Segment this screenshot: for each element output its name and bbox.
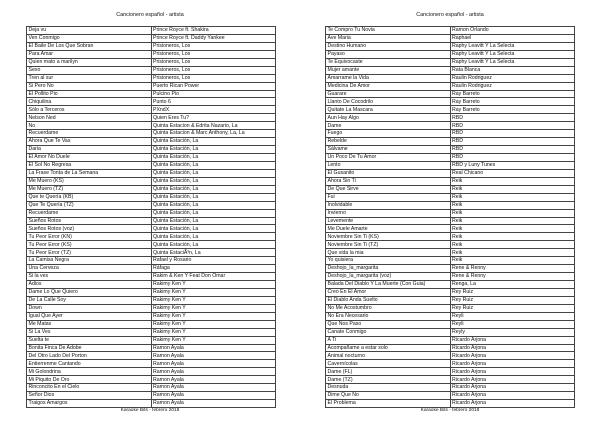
song-title-cell: El Gusanito — [326, 169, 451, 177]
table-row — [326, 288, 575, 296]
table-row — [326, 122, 575, 130]
artist-cell: Reyly — [450, 328, 575, 336]
table-row — [27, 368, 276, 376]
artist-cell: Quinta Estación, La — [151, 177, 276, 185]
table-row — [326, 344, 575, 352]
artist-cell: Ricardo Arjona — [450, 352, 575, 360]
song-title-cell: Destino Humano — [326, 42, 451, 50]
song-title-cell: Ven Conmigo — [27, 34, 152, 42]
table-row — [27, 82, 276, 90]
artist-cell: Reik — [450, 201, 575, 209]
table-row — [27, 281, 276, 289]
song-title-cell: Si Pero No — [27, 82, 152, 90]
artist-cell: Raphy Leavitt Y La Selecta — [450, 42, 575, 50]
song-title-cell: Fuego — [326, 130, 451, 138]
song-title-cell: Llanto De Cocodrilo — [326, 98, 451, 106]
page-title: Cancionero español - artista — [116, 12, 184, 18]
artist-cell: Quinta Estación, La — [151, 201, 276, 209]
song-title-cell: Sueños Rotos — [27, 217, 152, 225]
song-title-cell: El Sol No Regresa — [27, 161, 152, 169]
artist-cell: Rakimy Ken Y — [151, 312, 276, 320]
table-row — [326, 34, 575, 42]
artist-cell: RBD — [450, 138, 575, 146]
table-row — [326, 27, 575, 35]
artist-cell: Rakim & Ken Y Feat Don Omar — [151, 273, 276, 281]
artist-cell: Ricardo Arjona — [450, 376, 575, 384]
artist-cell: Quinta Estación, La — [151, 185, 276, 193]
song-table — [26, 26, 276, 408]
song-title-cell: Cavernícolas — [326, 360, 451, 368]
song-title-cell: Amarrame la Vida — [326, 74, 451, 82]
song-title-cell: Dame Lo Que Quiero — [27, 288, 152, 296]
song-title-cell: Ave Maria — [326, 34, 451, 42]
song-title-cell: Acompañame a estar solo — [326, 344, 451, 352]
artist-cell: Rafael y Rosario — [151, 257, 276, 265]
song-title-cell: Sálvame — [326, 146, 451, 154]
artist-cell: Rey Ruiz — [450, 288, 575, 296]
artist-cell: Prisioneros, Los — [151, 42, 276, 50]
table-row — [326, 241, 575, 249]
artist-cell: Raphael — [450, 34, 575, 42]
song-title-cell: Que Te Quería (TZ) — [27, 201, 152, 209]
artist-cell: Rakimy Ken Y — [151, 288, 276, 296]
table-row — [27, 138, 276, 146]
table-row — [27, 146, 276, 154]
artist-cell: Reik — [450, 217, 575, 225]
artist-cell: Quinta Estacion & Edrita Nazario, La — [151, 122, 276, 130]
song-title-cell: De La Calle Soy — [27, 296, 152, 304]
artist-cell: Ramon Ayala — [151, 392, 276, 400]
song-title-cell: Te Compro Tu Novia — [326, 27, 451, 35]
artist-cell: Ramon Ayala — [151, 376, 276, 384]
artist-cell: Quinta Estación, La — [151, 209, 276, 217]
song-title-cell: Rinconcito En el Cielo — [27, 384, 152, 392]
table-row — [27, 296, 276, 304]
song-title-cell: Tu Peor Error (KS) — [27, 241, 152, 249]
artist-cell: Prisioneros, Los — [151, 66, 276, 74]
artist-cell: Rakimy Ken Y — [151, 296, 276, 304]
artist-cell: Reik — [450, 177, 575, 185]
song-title-cell: El Amor No Duele — [27, 154, 152, 162]
table-row — [27, 312, 276, 320]
song-title-cell: A Ti — [326, 336, 451, 344]
song-title-cell: Chiquilina — [27, 98, 152, 106]
artist-cell: Quinta Estación, La — [151, 146, 276, 154]
artist-cell: Ray Barreto — [450, 98, 575, 106]
song-title-cell: La Frase Tonta de La Semana — [27, 169, 152, 177]
table-row — [326, 58, 575, 66]
table-row — [27, 360, 276, 368]
artist-cell: RBD — [450, 154, 575, 162]
artist-cell: Puerto Rican Power — [151, 82, 276, 90]
table-row — [326, 193, 575, 201]
artist-cell: Reyli — [450, 312, 575, 320]
song-title-cell: Dame (FL) — [326, 368, 451, 376]
artist-cell: Rakimy Ken Y — [151, 328, 276, 336]
table-row — [326, 82, 575, 90]
table-row — [326, 130, 575, 138]
song-title-cell: Ahora Sin Ti — [326, 177, 451, 185]
song-title-cell: Fui — [326, 193, 451, 201]
song-title-cell: Del Otro Lado Del Porton — [27, 352, 152, 360]
song-table — [325, 26, 575, 408]
artist-cell: Rey Ruiz — [450, 296, 575, 304]
song-title-cell: Me Matas — [27, 320, 152, 328]
song-title-cell: Ahora Que Te Vas — [27, 138, 152, 146]
table-row — [27, 106, 276, 114]
table-row — [27, 50, 276, 58]
song-title-cell: Si La Ves — [27, 328, 152, 336]
artist-cell: Ricardo Arjona — [450, 360, 575, 368]
table-row — [326, 138, 575, 146]
song-title-cell: Suelta te — [27, 336, 152, 344]
song-title-cell: Recuerdame — [27, 130, 152, 138]
table-row — [326, 320, 575, 328]
song-title-cell: Sueños Rotos (voz) — [27, 225, 152, 233]
song-title-cell: Down — [27, 304, 152, 312]
song-title-cell: Noviembre Sin Ti (TZ) — [326, 241, 451, 249]
song-title-cell: Guarare — [326, 90, 451, 98]
song-title-cell: Que Nos Paso — [326, 320, 451, 328]
table-row — [326, 154, 575, 162]
table-row — [326, 376, 575, 384]
artist-cell: Ramon Ayala — [151, 344, 276, 352]
table-row — [27, 249, 276, 257]
song-title-cell: Una Cerveza — [27, 265, 152, 273]
artist-cell: Rata Blanca — [450, 66, 575, 74]
table-row — [326, 209, 575, 217]
song-title-cell: Dime Que No — [326, 392, 451, 400]
artist-cell: RBD — [450, 146, 575, 154]
song-title-cell: Señor Dios — [27, 392, 152, 400]
table-row — [27, 161, 276, 169]
table-row — [27, 304, 276, 312]
table-row — [27, 34, 276, 42]
artist-cell: Rakimy Ken Y — [151, 336, 276, 344]
song-title-cell: Me Muero (TZ) — [27, 185, 152, 193]
artist-cell: Prince Royce ft. Daddy Yankee — [151, 34, 276, 42]
artist-cell: Ricardo Arjona — [450, 336, 575, 344]
artist-cell: Quinta EstaciÃ³n, La — [151, 249, 276, 257]
song-title-cell: Bonita Finca De Adobe — [27, 344, 152, 352]
song-title-cell: El Baile De Los Que Sobran — [27, 42, 152, 50]
artist-cell: Quinta Estación, La — [151, 233, 276, 241]
artist-cell: Ricardo Arjona — [450, 400, 575, 408]
artist-cell: Quinta Estación, La — [151, 154, 276, 162]
song-title-cell: No Era Necesario — [326, 312, 451, 320]
song-title-cell: Nelson Ned — [27, 114, 152, 122]
song-title-cell: Rebelde — [326, 138, 451, 146]
table-row — [27, 265, 276, 273]
table-row — [326, 217, 575, 225]
table-row — [27, 66, 276, 74]
song-title-cell: Yo quisiera — [326, 257, 451, 265]
song-title-cell: Balada Del Diablo Y La Muerte (Con Guia) — [326, 281, 451, 289]
artist-cell: Rey Ruiz — [450, 304, 575, 312]
page-footer: Karaoke Bits - febrero 2018 — [420, 408, 480, 413]
artist-cell: RBD — [450, 122, 575, 130]
table-row — [27, 328, 276, 336]
song-title-cell: Recuerdame — [27, 209, 152, 217]
table-row — [326, 50, 575, 58]
song-title-cell: Quitate La Mascara — [326, 106, 451, 114]
table-row — [27, 193, 276, 201]
table-row — [326, 98, 575, 106]
artist-cell: Reik — [450, 225, 575, 233]
table-row — [27, 58, 276, 66]
artist-cell: Raphy Leavitt Y La Selecta — [450, 58, 575, 66]
artist-cell: Prince Royce ft. Shakira — [151, 27, 276, 35]
song-title-cell: No Me Acostumbro — [326, 304, 451, 312]
song-title-cell: Quien mato a marilyn — [27, 58, 152, 66]
song-title-cell: Tu Peor Error (KN) — [27, 233, 152, 241]
artist-cell: Reik — [450, 193, 575, 201]
table-row — [27, 288, 276, 296]
artist-cell: Renga, La — [450, 281, 575, 289]
table-row — [326, 169, 575, 177]
table-row — [27, 130, 276, 138]
song-title-cell: Inolvidable — [326, 201, 451, 209]
song-title-cell: Lento — [326, 161, 451, 169]
table-row — [27, 233, 276, 241]
table-row — [326, 146, 575, 154]
artist-cell: Quinta Estacion & Marc Anthony, La, La — [151, 130, 276, 138]
song-title-cell: Invierno — [326, 209, 451, 217]
table-row — [326, 225, 575, 233]
table-row — [326, 273, 575, 281]
song-title-cell: No — [27, 122, 152, 130]
artist-cell: Ray Barreto — [450, 90, 575, 98]
artist-cell: Quinta Estación, La — [151, 138, 276, 146]
artist-cell: RBD y Luny Tunes — [450, 161, 575, 169]
table-row — [27, 217, 276, 225]
song-title-cell: Deshojo_la_margarita — [326, 265, 451, 273]
table-row — [27, 74, 276, 82]
artist-cell: Reik — [450, 233, 575, 241]
song-title-cell: Igual Que Ayer — [27, 312, 152, 320]
table-row — [27, 27, 276, 35]
page-title: Cancionero español - artista — [416, 12, 484, 18]
table-row — [326, 336, 575, 344]
artist-cell: Reik — [450, 257, 575, 265]
table-row — [326, 201, 575, 209]
artist-cell: Ramon Orlando — [450, 27, 575, 35]
artist-cell: Quinta Estación, La — [151, 217, 276, 225]
page-footer: Karaoke Bits - febrero 2018 — [120, 408, 180, 413]
artist-cell: Ricardo Arjona — [450, 392, 575, 400]
table-row — [326, 114, 575, 122]
table-row — [27, 209, 276, 217]
table-row — [27, 376, 276, 384]
table-row — [27, 98, 276, 106]
song-title-cell: Payaso — [326, 50, 451, 58]
song-title-cell: Que vida la mia — [326, 249, 451, 257]
artist-cell: Ramon Ayala — [151, 384, 276, 392]
right-page — [300, 0, 600, 424]
table-row — [326, 42, 575, 50]
artist-cell: Ricardo Arjona — [450, 384, 575, 392]
artist-cell: Ricardo Arjona — [450, 368, 575, 376]
artist-cell: Rakimy Ken Y — [151, 304, 276, 312]
table-row — [326, 304, 575, 312]
artist-cell: Ramon Ayala — [151, 352, 276, 360]
artist-cell: Ray Barreto — [450, 106, 575, 114]
artist-cell: Ramon Ayala — [151, 368, 276, 376]
artist-cell: Quinta Estación, La — [151, 193, 276, 201]
song-title-cell: El Pollito Pio — [27, 90, 152, 98]
table-row — [27, 114, 276, 122]
song-title-cell: Un Poco De Tu Amor — [326, 154, 451, 162]
song-title-cell: Para Amar — [27, 50, 152, 58]
song-title-cell: Dame — [326, 122, 451, 130]
song-title-cell: Aun Hay Algo — [326, 114, 451, 122]
artist-cell: Ráfaga — [151, 265, 276, 273]
artist-cell: Raulin Rodriguez — [450, 82, 575, 90]
artist-cell: Rene & Renny — [450, 265, 575, 273]
song-title-cell: Sólo a Terceros — [27, 106, 152, 114]
song-title-cell: Me Duele Amarte — [326, 225, 451, 233]
artist-cell: Ramon Ayala — [151, 400, 276, 408]
table-row — [27, 344, 276, 352]
table-row — [326, 265, 575, 273]
song-title-cell: Desnuda — [326, 384, 451, 392]
table-row — [27, 392, 276, 400]
table-row — [27, 241, 276, 249]
table-row — [326, 312, 575, 320]
table-row — [27, 122, 276, 130]
artist-cell: Quinta Estación, La — [151, 161, 276, 169]
artist-cell: Prisioneros, Los — [151, 74, 276, 82]
table-row — [326, 177, 575, 185]
table-row — [326, 328, 575, 336]
artist-cell: Reik — [450, 249, 575, 257]
artist-cell: Quinta Estación, La — [151, 241, 276, 249]
song-title-cell: Creo En El Amor — [326, 288, 451, 296]
table-row — [326, 400, 575, 408]
table-row — [27, 273, 276, 281]
artist-cell: Rene & Renny — [450, 273, 575, 281]
artist-cell: Punto 6 — [151, 98, 276, 106]
artist-cell: RBD — [450, 130, 575, 138]
artist-cell: Prisioneros, Los — [151, 50, 276, 58]
artist-cell: Raulin Rodriguez — [450, 74, 575, 82]
song-title-cell: De Que Sirve — [326, 185, 451, 193]
song-title-cell: Entierrenme Cantando — [27, 360, 152, 368]
table-row — [27, 320, 276, 328]
artist-cell: Ricardo Arjona — [450, 344, 575, 352]
artist-cell: Rakimy Ken Y — [151, 281, 276, 289]
song-title-cell: Te Equivocaste — [326, 58, 451, 66]
song-title-cell: Me Muero (KS) — [27, 177, 152, 185]
song-title-cell: Traigos Amargos — [27, 400, 152, 408]
song-title-cell: Mi Golondrina — [27, 368, 152, 376]
artist-cell: Reik — [450, 241, 575, 249]
artist-cell: Prisioneros, Los — [151, 58, 276, 66]
song-title-cell: La Camisa Negra — [27, 257, 152, 265]
artist-cell: Reyli — [450, 320, 575, 328]
table-row — [326, 257, 575, 265]
table-row — [326, 66, 575, 74]
song-title-cell: Mi Piquito De Oro — [27, 376, 152, 384]
song-title-cell: Noviembre Sin Ti (KS) — [326, 233, 451, 241]
artist-cell: Pulcino Pio — [151, 90, 276, 98]
table-row — [326, 249, 575, 257]
table-row — [27, 90, 276, 98]
table-row — [27, 154, 276, 162]
artist-cell: Quinta Estación, La — [151, 169, 276, 177]
table-row — [27, 400, 276, 408]
table-row — [326, 296, 575, 304]
table-row — [326, 161, 575, 169]
table-row — [27, 42, 276, 50]
artist-cell: Quinta Estación, La — [151, 225, 276, 233]
song-title-cell: Mujer amante — [326, 66, 451, 74]
table-row — [326, 106, 575, 114]
song-title-cell: Animal nocturno — [326, 352, 451, 360]
table-row — [326, 233, 575, 241]
table-row — [27, 225, 276, 233]
artist-cell: RBD — [450, 114, 575, 122]
table-row — [27, 169, 276, 177]
song-title-cell: Deshojo_la_margarita (voz) — [326, 273, 451, 281]
song-title-cell: Levemente — [326, 217, 451, 225]
song-title-cell: El Diablo Anda Suelto — [326, 296, 451, 304]
song-title-cell: Tu Peor Error (TZ) — [27, 249, 152, 257]
artist-cell: Ramon Ayala — [151, 360, 276, 368]
artist-cell: Quien Eres Tu? — [151, 114, 276, 122]
artist-cell: Rakimy Ken Y — [151, 320, 276, 328]
song-title-cell: Medicina De Amor — [326, 82, 451, 90]
table-row — [27, 185, 276, 193]
table-row — [326, 360, 575, 368]
song-title-cell: Dame (TZ) — [326, 376, 451, 384]
song-title-cell: Deja vu — [27, 27, 152, 35]
table-row — [326, 185, 575, 193]
artist-cell: Reik — [450, 185, 575, 193]
song-title-cell: Canate Conmigo — [326, 328, 451, 336]
table-row — [27, 177, 276, 185]
table-row — [326, 90, 575, 98]
table-row — [326, 392, 575, 400]
table-row — [326, 352, 575, 360]
table-row — [326, 384, 575, 392]
song-title-cell: Adios — [27, 281, 152, 289]
artist-cell: PXndX — [151, 106, 276, 114]
table-row — [326, 368, 575, 376]
table-row — [27, 257, 276, 265]
table-row — [27, 384, 276, 392]
artist-cell: Real Chicano — [450, 169, 575, 177]
table-row — [27, 352, 276, 360]
song-title-cell: Tren al sur — [27, 74, 152, 82]
table-row — [326, 74, 575, 82]
artist-cell: Raphy Leavitt Y La Selecta — [450, 50, 575, 58]
table-row — [326, 281, 575, 289]
song-title-cell: Sexo — [27, 66, 152, 74]
song-title-cell: El Problema — [326, 400, 451, 408]
song-title-cell: Si la ves — [27, 273, 152, 281]
song-title-cell: Daria — [27, 146, 152, 154]
table-row — [27, 336, 276, 344]
song-title-cell: Que te Quería (KB) — [27, 193, 152, 201]
artist-cell: Reik — [450, 209, 575, 217]
table-row — [27, 201, 276, 209]
